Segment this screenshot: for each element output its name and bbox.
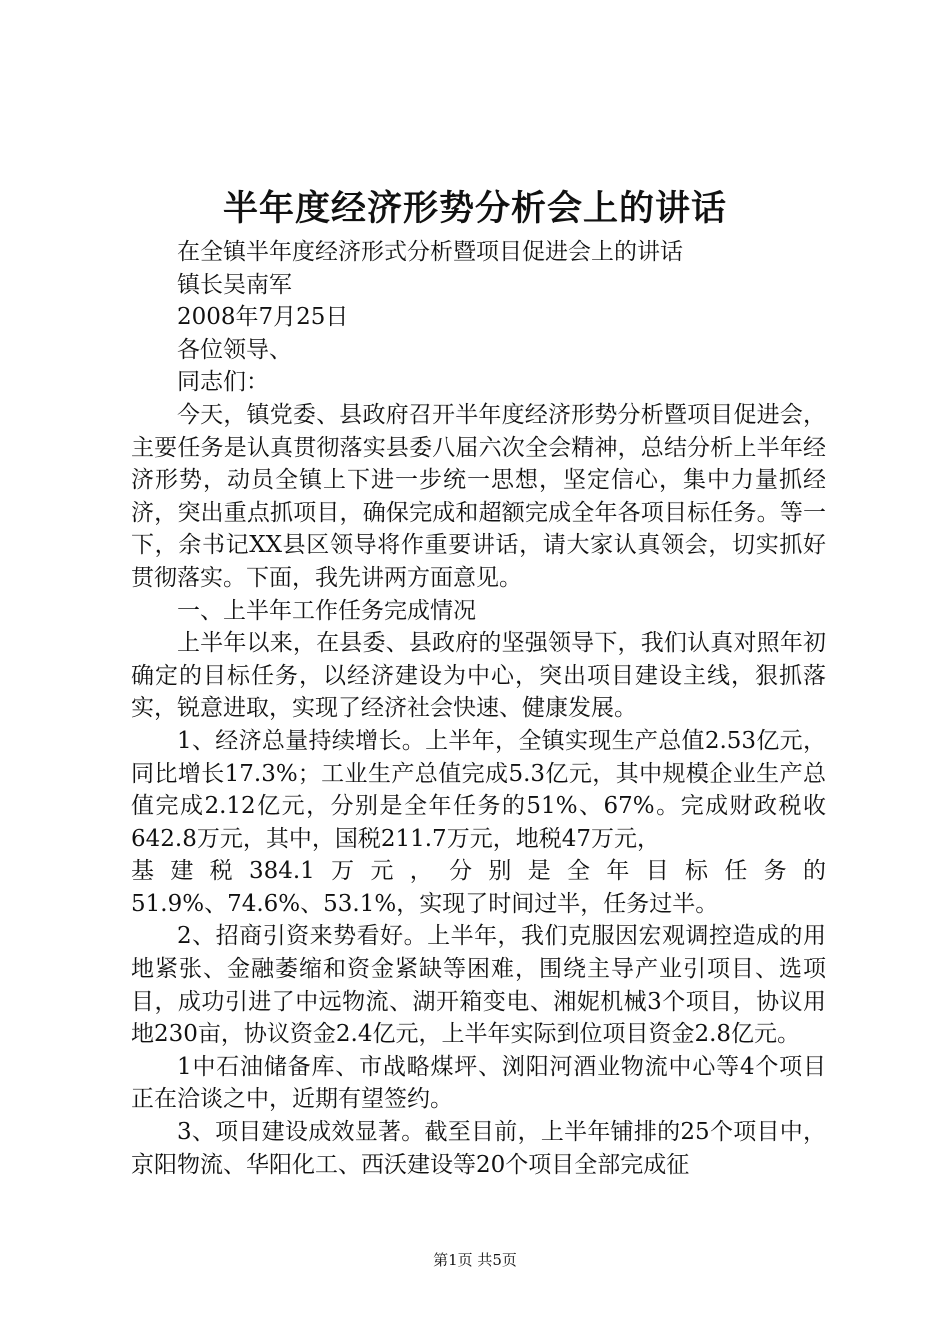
- item-1-spread-line: 基建税384.1万元，分别是全年目标任务的: [131, 858, 826, 885]
- salutation-comrades: 同志们：: [177, 369, 269, 396]
- paragraph-item-1: [131, 725, 826, 855]
- paragraph-item-3: 3、项目建设成效显著。截至目前，上半年铺排的25个项目中，京阳物流、华阳化工、西沃建设等20个项目全部完成征: [131, 1119, 826, 1178]
- section-heading-one: 一、上半年工作任务完成情况: [177, 597, 476, 624]
- document-subtitle: 在全镇半年度经济形式分析暨项目促进会上的讲话: [177, 239, 683, 265]
- item-1-text: 1、经济总量持续增长。上半年，全镇实现生产总值2.53亿元，同比增长17.3%；工业生产总值完成5.3亿元，其中规模企业生产总值完成2.12亿元，分别是全年任务的51%、67%。完成财政税收642.8万元，其中，国税211.7万元，地税47万元，: [131, 727, 826, 852]
- paragraph-item-2: 2、招商引资来势看好。上半年，我们克服因宏观调控造成的用地紧张、金融萎缩和资金紧缺等困难，围绕主导产业引项目、选项目，成功引进了中远物流、湖开箱变电、湘妮机械3个项目，协议用地230亩，协议资金2.4亿元，上半年实际到位项目资金2.8亿元。: [131, 923, 826, 1048]
- paragraph-intro: 今天，镇党委、县政府召开半年度经济形势分析暨项目促进会，主要任务是认真贯彻落实县委八届六次全会精神，总结分析上半年经济形势，动员全镇上下进一步统一思想，坚定信心，集中力量抓经济，突出重点抓项目，确保完成和超额完成全年各项目标任务。等一下，余书记XX县区领导将作重要讲话，请大家认真领会，切实抓好贯彻落实。下面，我先讲两方面意见。: [131, 401, 826, 591]
- date-line: 2008年7月25日: [177, 304, 349, 331]
- speaker-line: 镇长吴南军: [177, 271, 292, 298]
- page-footer: 第1页 共5页: [433, 1251, 517, 1269]
- document-title: 半年度经济形势分析会上的讲话: [222, 188, 727, 229]
- salutation-leaders: 各位领导、: [177, 336, 292, 363]
- document-body: [131, 236, 826, 1181]
- paragraph-item-2-continued: 1中石油储备库、市战略煤坪、浏阳河酒业物流中心等4个项目正在洽谈之中，近期有望签约。: [131, 1053, 826, 1113]
- paragraph-overview: 上半年以来，在县委、县政府的坚强领导下，我们认真对照年初确定的目标任务，以经济建设为中心，突出项目建设主线，狠抓落实，锐意进取，实现了经济社会快速、健康发展。: [131, 630, 826, 722]
- item-1-last-line: 51.9%、74.6%、53.1%，实现了时间过半，任务过半。: [131, 890, 719, 917]
